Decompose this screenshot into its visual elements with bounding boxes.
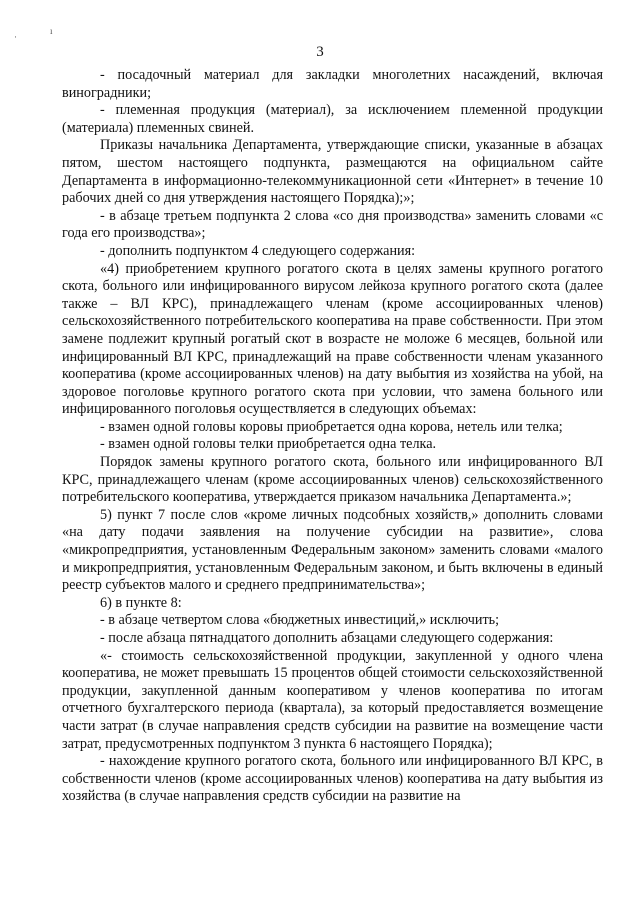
paragraph: - нахождение крупного рогатого скота, больного или инфицированного ВЛ КРС, в собственности членов (кроме ассоциированных членов) кооператива на дату выбытия из хозяйства (в случае направления средств субсидии на развитие на <box>62 753 603 805</box>
paragraph: - взамен одной головы телки приобретается одна телка. <box>100 436 437 453</box>
paragraph: 6) в пункте 8: <box>100 594 182 611</box>
paragraph: «4) приобретением крупного рогатого скота в целях замены крупного рогатого скота, больного или инфицированного вирусом лейкоза крупного рогатого скота (далее также – ВЛ КРС), принадлежащего членам (кроме ассоциированных членов) сельскохозяйственного потребительского кооператива на праве собственности. При этом замене подлежит крупный рогатый скот в возрасте не моложе 6 месяцев, больной или инфицированный ВЛ КРС, принадлежащий на праве собственности членам указанного кооператива (кроме ассоциированных членов) на дату выбытия из хозяйства на убой, на здоровое поголовье крупного рогатого скота при условии, что замена больного или инфицированного поголовья осуществляется в следующих объемах: <box>62 260 603 418</box>
page-number: 3 <box>316 44 324 60</box>
paragraph: 5) пункт 7 после слов «кроме личных подсобных хозяйств,» дополнить словами «на дату подачи заявления на получение субсидии на развитие», слова «микропредприятия, установленным Федеральным законом» заменить словами «малого и микропредприятия, установленным Федеральным законом, и быть включены в единый реестр субъектов малого и среднего предпринимательства»; <box>62 506 603 594</box>
scan-artifact: ı <box>50 26 53 36</box>
paragraph: Приказы начальника Департамента, утверждающие списки, указанные в абзацах пятом, шестом настоящего подпункта, размещаются на официальном сайте Департамента в информационно-телекоммуникационной сети «Интернет» в течение 10 рабочих дней со дня утверждения настоящего Порядка);»; <box>62 137 603 207</box>
paragraph: - взамен одной головы коровы приобретается одна корова, нетель или телка; <box>100 418 563 435</box>
paragraph: - в абзаце четвертом слова «бюджетных инвестиций,» исключить; <box>100 612 500 629</box>
paragraph: - посадочный материал для закладки многолетних насаждений, включая виноградники; <box>62 67 603 101</box>
document-body <box>62 67 603 806</box>
paragraph: Порядок замены крупного рогатого скота, больного или инфицированного ВЛ КРС, принадлежащего членам (кроме ассоциированных членов) сельскохозяйственного потребительского кооператива, утверждается приказом начальника Департамента.»; <box>62 454 603 506</box>
paragraph: - дополнить подпунктом 4 следующего содержания: <box>100 242 416 259</box>
paragraph: - в абзаце третьем подпункта 2 слова «со дня производства» заменить словами «с года его производства»; <box>62 207 603 242</box>
paragraph: «- стоимость сельскохозяйственной продукции, закупленной у одного члена кооператива, не может превышать 15 процентов общей стоимости сельскохозяйственной продукции, закупленной данным кооперативом у членов кооператива по итогам отчетного бухгалтерского периода (квартала), за который предоставляется возмещение части затрат (в случае направления средств субсидии на развитие на возмещение части затрат, предусмотренных подпунктом 3 пункта 6 настоящего Порядка); <box>62 647 603 752</box>
paragraph: - после абзаца пятнадцатого дополнить абзацами следующего содержания: <box>100 630 554 646</box>
paragraph: - племенная продукция (материал), за исключением племенной продукции (материала) племенных свиней. <box>62 102 603 136</box>
scan-artifact: · <box>14 32 17 42</box>
